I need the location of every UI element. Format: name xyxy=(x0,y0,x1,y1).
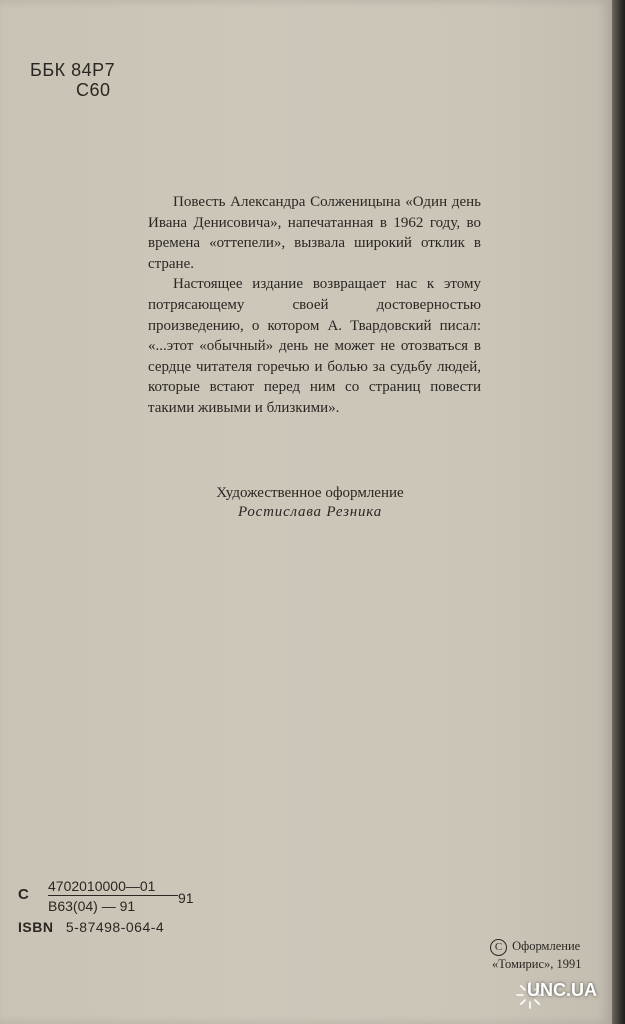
book-edge xyxy=(612,0,625,1024)
credit-label: Художественное оформление xyxy=(216,485,404,501)
watermark-text: UNC.UA xyxy=(527,980,597,1000)
imprint-tail: 91 xyxy=(178,890,194,906)
copyright-icon: C xyxy=(490,939,507,956)
author-mark: С60 xyxy=(76,80,111,100)
bbk-code: ББК 84Р7 xyxy=(30,60,116,80)
annotation-paragraph-1: Повесть Александра Солженицына «Один день Ивана Денисовича», напечатанная в 1962 году, во времена «оттепели», вызвала широкий отклик в стране. xyxy=(148,194,481,272)
imprint-letter: С xyxy=(18,886,29,903)
copyright-line-1: Оформление xyxy=(512,939,581,953)
copyright-notice xyxy=(490,938,582,972)
annotation-text xyxy=(148,192,481,419)
imprint-fraction xyxy=(48,878,178,914)
credit-name: Ростислава Резника xyxy=(237,504,383,520)
library-classification xyxy=(30,60,115,100)
isbn xyxy=(18,919,164,935)
imprint-denominator: В63(04) — 91 xyxy=(48,898,136,914)
isbn-value: 5-87498-064-4 xyxy=(65,919,165,935)
design-credit xyxy=(200,484,420,522)
isbn-label: ISBN xyxy=(18,919,54,935)
imprint-numerator: 4702010000—01 xyxy=(48,878,178,896)
annotation-paragraph-2: Настоящее издание возвращает нас к этому потрясающему своей достоверностью произведению, о котором А. Твардовский писал: «...этот «обычный» день не может не отозваться в сердце читателя горечью и болью за судьбу людей, которые встают перед ним со страниц повести такими живыми и близкими». xyxy=(148,276,481,416)
watermark xyxy=(515,976,615,1012)
copyright-line-2: «Томирис», 1991 xyxy=(492,956,582,971)
